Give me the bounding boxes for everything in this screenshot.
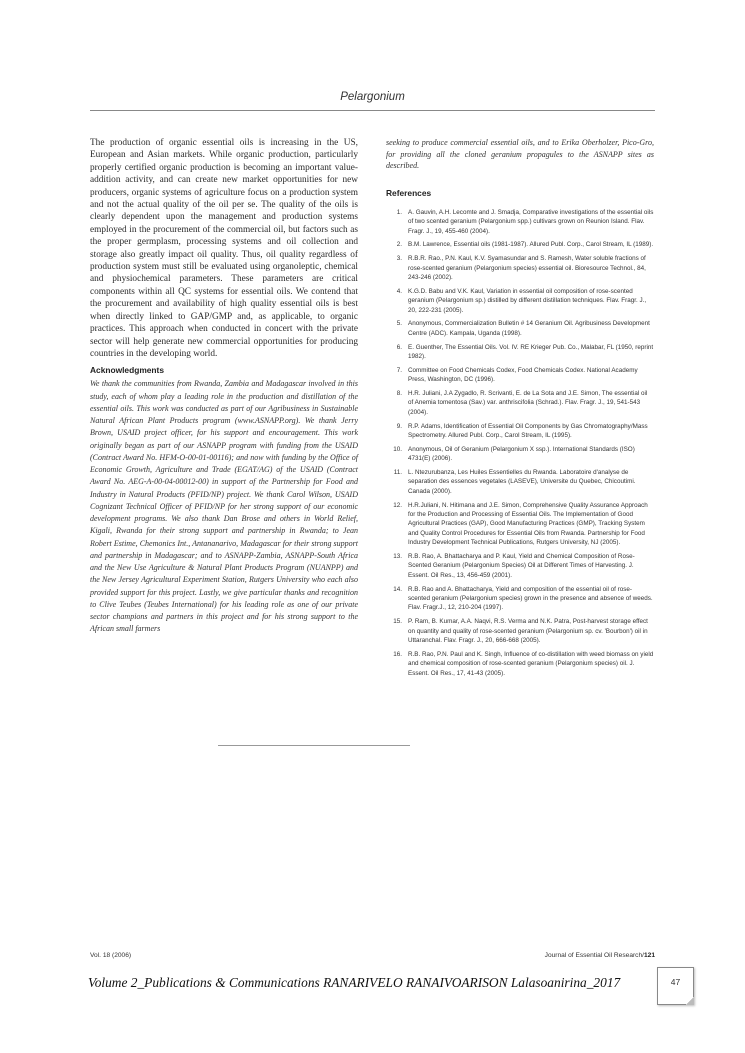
- reference-item: [386, 366, 654, 385]
- reference-number: 1.: [396, 208, 402, 216]
- reference-number: 16.: [393, 650, 402, 658]
- reference-number: 4.: [396, 287, 402, 295]
- reference-number: 6.: [396, 343, 402, 351]
- reference-item: [386, 389, 654, 417]
- reference-item: [386, 254, 654, 282]
- acknowledgments-text: We thank the communities from Rwanda, Zambia and Madagascar involved in this study, each of whom play a leading role in the production and distillation of the essential oils. This work was conducted as part of our Agribusiness in Sustainable Natural African Plant Products program (www.ASNAPP.org). We thank Jerry Brown, USAID project officer, for his support and encouragement. This work originally began as part of our ASNAPP program with funding from the USAID (Contract Award No. HFM-O-00-01-00116); and now with funding by the Office of Economic Growth, Agriculture and Trade (EGAT/AG) of the USAID (Contract Award No. AEG-A-00-04-00012-00) in support of the Partnership for Food and Industry in Natural Products (PFID/NP) project. We thank Carol Wilson, USAID Cognizant Technical Officer of PFID/NP for her strong support of our economic development programs. We also thank Dan Brose and others in World Relief, Kigali, Rwanda for their strong support and partnership in Rwanda; to Jean Robert Estime, Chemonics Int., Antananarivo, Madagascar for their strong support and partnership in Madagascar; and to ASNAPP-Zambia, ASNAPP-South Africa and the New Use Agriculture & Natural Plant Products Program (NUANPP) and the New Jersey Agricultural Experiment Station, Rutgers University who each also provided support for this project. Lastly, we give particular thanks and recognition to Clive Teubes (Teubes International) for his leading role as one of our private sector champions and partners in this project and for his strong support to the African small farmers: [90, 379, 358, 634]
- reference-item: [386, 445, 654, 464]
- body-paragraph: The production of organic essential oils is increasing in the US, European and Asian markets. While organic production, particularly properly certified organic production is becoming an important value-addition activity, and can create new market opportunities for new producers, organic systems of agriculture focus on a production system and not the actual quality of the oil per se. The quality of the oils is clearly dependent upon the management and production systems employed in the procurement of the commercial oil, but factors such as the proper germplasm, processing systems and oil collection and storage also greatly impact oil quality. Thus, oil quality regardless of production system must still be evaluated using organoleptic, chemical and physiochemical parameters. These parameters are critical components within all QC systems for essential oils. We contend that the procurement and availability of high quality essential oils is best when directly linked to GAP/GMP and, as applicable, to organic practices. This approach when conducted in concert with the private sector will help generate new commercial opportunities for producing countries in the developing world.: [90, 138, 358, 359]
- reference-number: 13.: [393, 553, 402, 561]
- footer-journal: [545, 952, 655, 959]
- acknowledgments-heading: Acknowledgments: [90, 365, 164, 376]
- reference-text: R.B. Rao and A. Bhattacharya, Yield and composition of the essential oil of rose-scented geranium (Pelargonium species) grown in the presence and absence of weeds. Flav. Fragr.J., 12, 210-204 (1997).: [408, 585, 653, 612]
- reference-text: B.M. Lawrence, Essential oils (1981-1987). Allured Publ. Corp., Carol Stream, IL (1989).: [408, 241, 654, 249]
- header-divider: [90, 110, 655, 111]
- reference-text: L. Ntezurubanza, Les Huiles Essentielles du Rwanda. Laboratoire d'analyse de separation des essences vegetales (LASEVE), Universite du Quebec, Chicoutimi. Canada (2000).: [408, 469, 636, 495]
- references-heading: References: [386, 187, 432, 198]
- reference-number: 3.: [396, 255, 402, 263]
- reference-text: P. Ram, B. Kumar, A.A. Naqvi, R.S. Verma and N.K. Patra, Post-harvest storage effect on quantity and quality of rose-scented geranium (Pelargonium sp. cv. 'Bourbon') oil in Uttaranchal. Flav. Fragr. J., 20, 666-668 (2005).: [408, 618, 648, 645]
- reference-text: Anonymous, Oil of Geranium (Pelargonium X ssp.). International Standards (ISO) 4731(E) (2006).: [408, 445, 635, 463]
- reference-text: H.R.Juliani, N. Hitimana and J.E. Simon, Comprehensive Quality Assurance Approach for the Production and Processing of Essential Oils. The Implementation of Good Agricultural Practices (GAP), Good Manufacturing Practices (GMP), Tracking System and Quality Control Procedures for Essential Oils from Rwanda. Partnership for Food Industry Development Technical Publications, Rutgers University, NJ (2005).: [408, 501, 648, 547]
- reference-item: [386, 208, 654, 236]
- reference-item: [386, 240, 654, 249]
- reference-item: [386, 552, 654, 580]
- reference-item: [386, 585, 654, 613]
- reference-item: [386, 468, 654, 496]
- footer-journal-name: Journal of Essential Oil Research/: [544, 952, 644, 959]
- page-number: 47: [670, 977, 681, 987]
- reference-item: [386, 501, 654, 548]
- reference-number: 14.: [393, 585, 402, 593]
- acknowledgments-continued: seeking to produce commercial essential oils, and to Erika Oberholzer, Pico-Gro, for providing all the cloned geranium propagules to the ASNAPP sites as described.: [386, 138, 654, 171]
- reference-text: R.B.R. Rao., P.N. Kaul, K.V. Syamasundar and S. Ramesh, Water soluble fractions of rose-scented geranium (Pelargonium species) essential oil. Bioresource Technol., 84, 243-246 (2002).: [408, 255, 646, 281]
- reference-item: [386, 617, 654, 645]
- reference-number: 8.: [396, 390, 402, 398]
- reference-number: 9.: [396, 422, 402, 430]
- compilation-title: Volume 2_Publications & Communications RANARIVELO RANAIVOARISON Lalasoanirina_2017: [88, 975, 621, 990]
- reference-item: [386, 422, 654, 441]
- reference-text: R.B. Rao, P.N. Paul and K. Singh, Influence of co-distillation with weed biomass on yield and chemical composition of rose-scented geranium (Pelargonium species) oil. J. Essent. Oil Res., 17, 41-43 (2005).: [408, 650, 654, 677]
- reference-number: 5.: [396, 320, 402, 328]
- reference-item: [386, 319, 654, 338]
- reference-number: 7.: [396, 366, 402, 374]
- reference-number: 12.: [393, 501, 402, 509]
- footer-journal-page: 121: [643, 952, 655, 959]
- reference-text: H.R. Juliani, J.A Zygadlo, R. Scrivanti, E. de La Sota and J.E. Simon, The essential oil of Anemia tomentosa (Sav.) var. anthriscifolia (Schrad.). Flav. Fragr. J., 19, 541-543 (2004).: [408, 390, 648, 416]
- reference-text: E. Guenther, The Essential Oils. Vol. IV. RE Krieger Pub. Co., Malabar, FL (1950, reprint 1982).: [408, 343, 654, 361]
- reference-number: 10.: [393, 445, 402, 453]
- reference-text: Committee on Food Chemicals Codex, Food Chemicals Codex. National Academy Press, Washington, DC (1996).: [408, 366, 638, 384]
- section-end-divider: [218, 745, 410, 746]
- reference-number: 15.: [393, 618, 402, 626]
- page-number-box: [657, 967, 694, 1005]
- reference-item: [386, 287, 654, 315]
- footer-volume: Vol. 18 (2006): [90, 952, 132, 959]
- reference-text: R.B. Rao, A. Bhattacharya and P. Kaul, Yield and Chemical Composition of Rose-Scented Geranium (Pelargonium Species) Oil at Different Times of Harvesting. J. Essent. Oil Res., 13, 456-459 (2001).: [408, 553, 635, 579]
- reference-item: [386, 650, 654, 678]
- reference-number: 11.: [393, 469, 402, 477]
- reference-text: K.G.D. Babu and V.K. Kaul, Variation in essential oil composition of rose-scented geranium (Pelargonium sp.) distilled by different distillation techniques. Flav. Fragr. J., 20, 222-231 (2005).: [408, 287, 647, 314]
- running-header: Pelargonium: [340, 91, 405, 103]
- reference-text: A. Gauvin, A.H. Lecomte and J. Smadja, Comparative investigations of the essential oils of two scented geranium (Pelargonium spp.) cultivars grown on Reunion Island. Flav. Fragr. J., 19, 455-460 (2004).: [408, 208, 654, 235]
- references-list: [386, 208, 654, 678]
- reference-item: [386, 343, 654, 362]
- reference-text: Anonymous, Commercialization Bulletin # 14 Geranium Oil. Agribusiness Development Centre (ADC). Kampala, Uganda (1998).: [408, 320, 650, 337]
- left-column: [90, 137, 358, 636]
- right-column: [386, 137, 654, 683]
- reference-text: R.P. Adams, Identification of Essential Oil Components by Gas Chromatography/Mass Spectrometry. Allured Publ. Corp., Carol Stream, IL (1995).: [408, 422, 648, 440]
- reference-number: 2.: [396, 241, 402, 249]
